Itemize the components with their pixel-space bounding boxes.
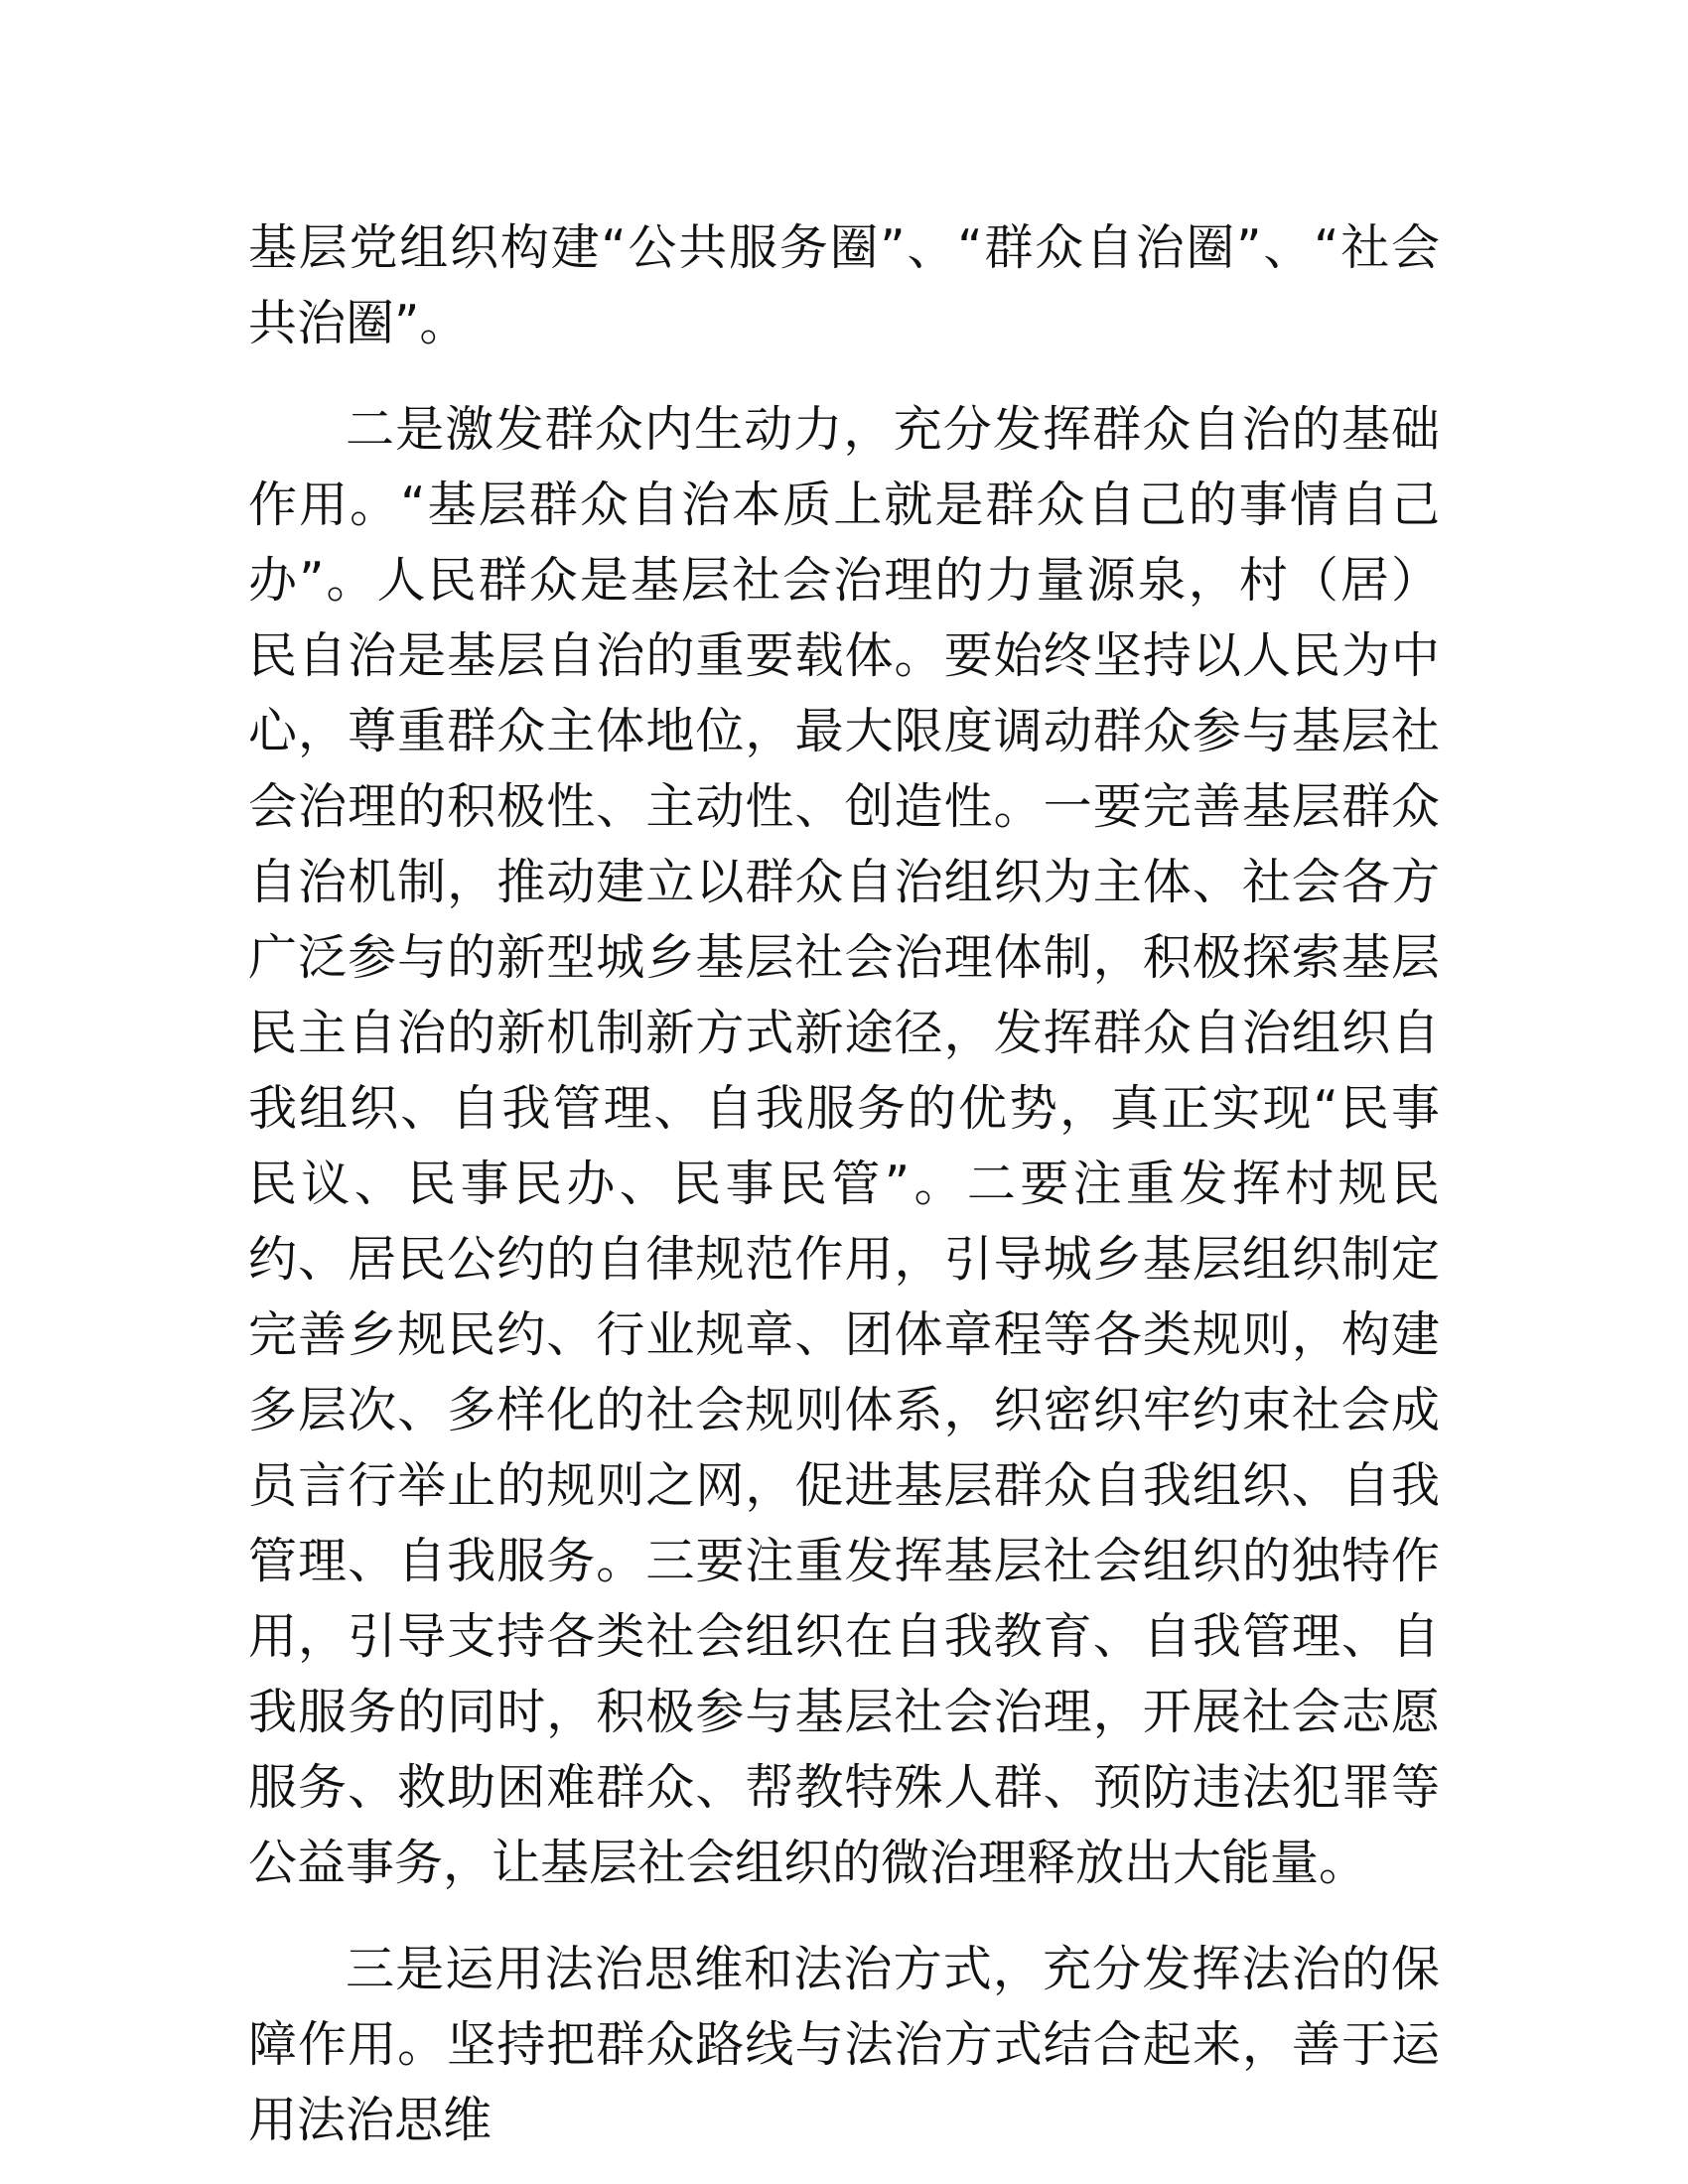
document-body xyxy=(248,210,1440,2158)
paragraph-third-point: 三是运用法治思维和法治方式，充分发挥法治的保障作用。坚持把群众路线与法治方式结合起来，善于运用法治思维 xyxy=(248,1941,1440,2148)
paragraph-second-point: 二是激发群众内生动力，充分发挥群众自治的基础作用。“基层群众自治本质上就是群众自己的事情自己办”。人民群众是基层社会治理的力量源泉，村（居）民自治是基层自治的重要载体。要始终坚持以人民为中心，尊重群众主体地位，最大限度调动群众参与基层社会治理的积极性、主动性、创造性。一要完善基层群众自治机制，推动建立以群众自治组织为主体、社会各方广泛参与的新型城乡基层社会治理体制，积极探索基层民主自治的新机制新方式新途径，发挥群众自治组织自我组织、自我管理、自我服务的优势，真正实现“民事民议、民事民办、民事民管”。二要注重发挥村规民约、居民公约的自律规范作用，引导城乡基层组织制定完善乡规民约、行业规章、团体章程等各类规则，构建多层次、多样化的社会规则体系，织密织牢约束社会成员言行举止的规则之网，促进基层群众自我组织、自我管理、自我服务。三要注重发挥基层社会组织的独特作用，引导支持各类社会组织在自我教育、自我管理、自我服务的同时，积极参与基层社会治理，开展社会志愿服务、救助困难群众、帮教特殊人群、预防违法犯罪等公益事务，让基层社会组织的微治理释放出大能量。 xyxy=(248,401,1440,1891)
paragraph-continuation: 基层党组织构建“公共服务圈”、“群众自治圈”、“社会共治圈”。 xyxy=(248,219,1440,351)
